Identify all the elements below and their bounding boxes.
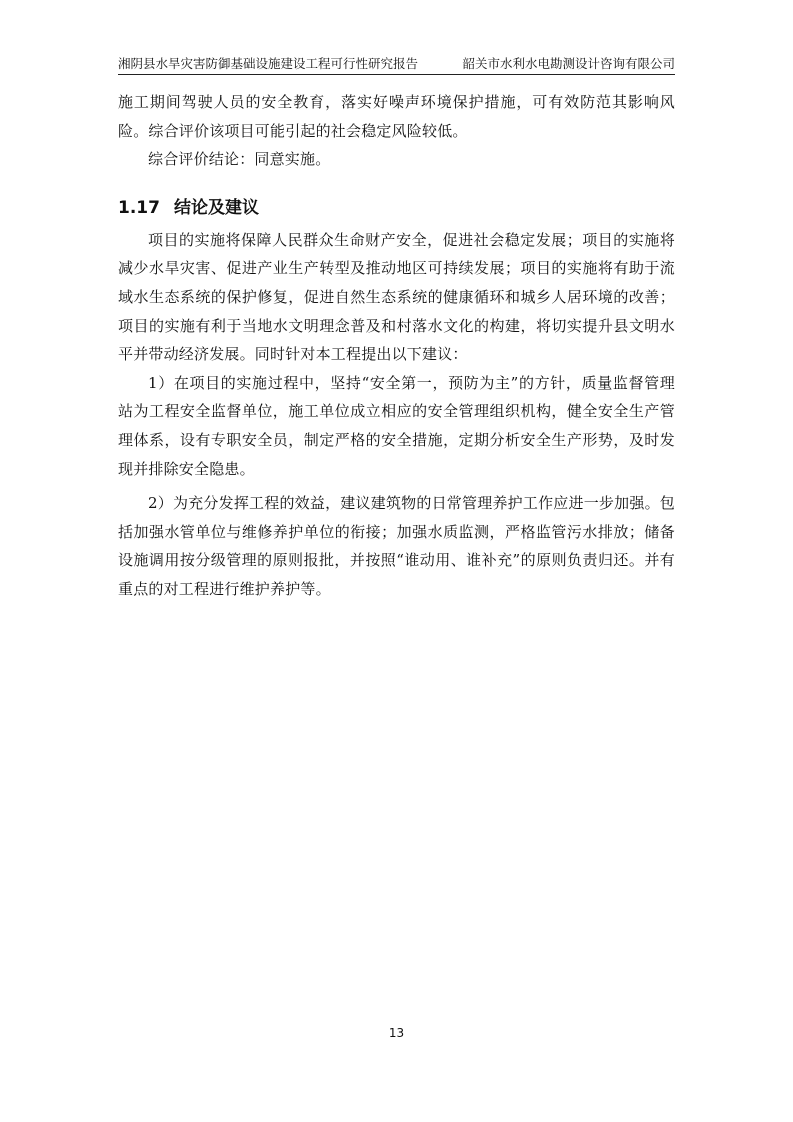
recommendation-1: 1）在项目的实施过程中，坚持“安全第一，预防为主”的方针，质量监督管理站为工程安全监督单位，施工单位成立相应的安全管理组织机构，健全安全生产管理体系，设有专职安全员，制定严格的安全措施，定期分析安全生产形势，及时发现并排除安全隐患。 (118, 373, 675, 478)
header-report-title: 湘阴县水旱灾害防御基础设施建设工程可行性研究报告 (118, 56, 419, 71)
section-heading (118, 196, 675, 220)
section-paragraph: 项目的实施将保障人民群众生命财产安全，促进社会稳定发展；项目的实施将减少水旱灾害、促进产业生产转型及推动地区可持续发展；项目的实施将有助于流域水生态系统的保护修复，促进自然生态系统的健康循环和城乡人居环境的改善；项目的实施有利于当地水文明理念普及和村落水文化的构建，将切实提升县文明水平并带动经济发展。同时针对本工程提出以下建议： (118, 230, 675, 364)
section-title: 结论及建议 (173, 197, 259, 218)
page-number: 13 (388, 1026, 405, 1040)
header-divider (118, 74, 675, 75)
intro-paragraph: 施工期间驾驶人员的安全教育，落实好噪声环境保护措施，可有效防范其影响风险。综合评价该项目可能引起的社会稳定风险较低。 (118, 93, 675, 140)
page-header (118, 53, 675, 75)
recommendation-2: 2）为充分发挥工程的效益，建议建筑物的日常管理养护工作应进一步加强。包括加强水管单位与维修养护单位的衔接；加强水质监测，严格监管污水排放；储备设施调用按分级管理的原则报批，并按照“谁动用、谁补充”的原则负责归还。并有重点的对工程进行维护养护等。 (118, 494, 675, 598)
section-number: 1.17 (118, 197, 160, 218)
header-company-name: 韶关市水利水电勘测设计咨询有限公司 (462, 56, 675, 71)
page-body (118, 88, 675, 604)
conclusion-statement: 综合评价结论：同意实施。 (148, 150, 331, 169)
